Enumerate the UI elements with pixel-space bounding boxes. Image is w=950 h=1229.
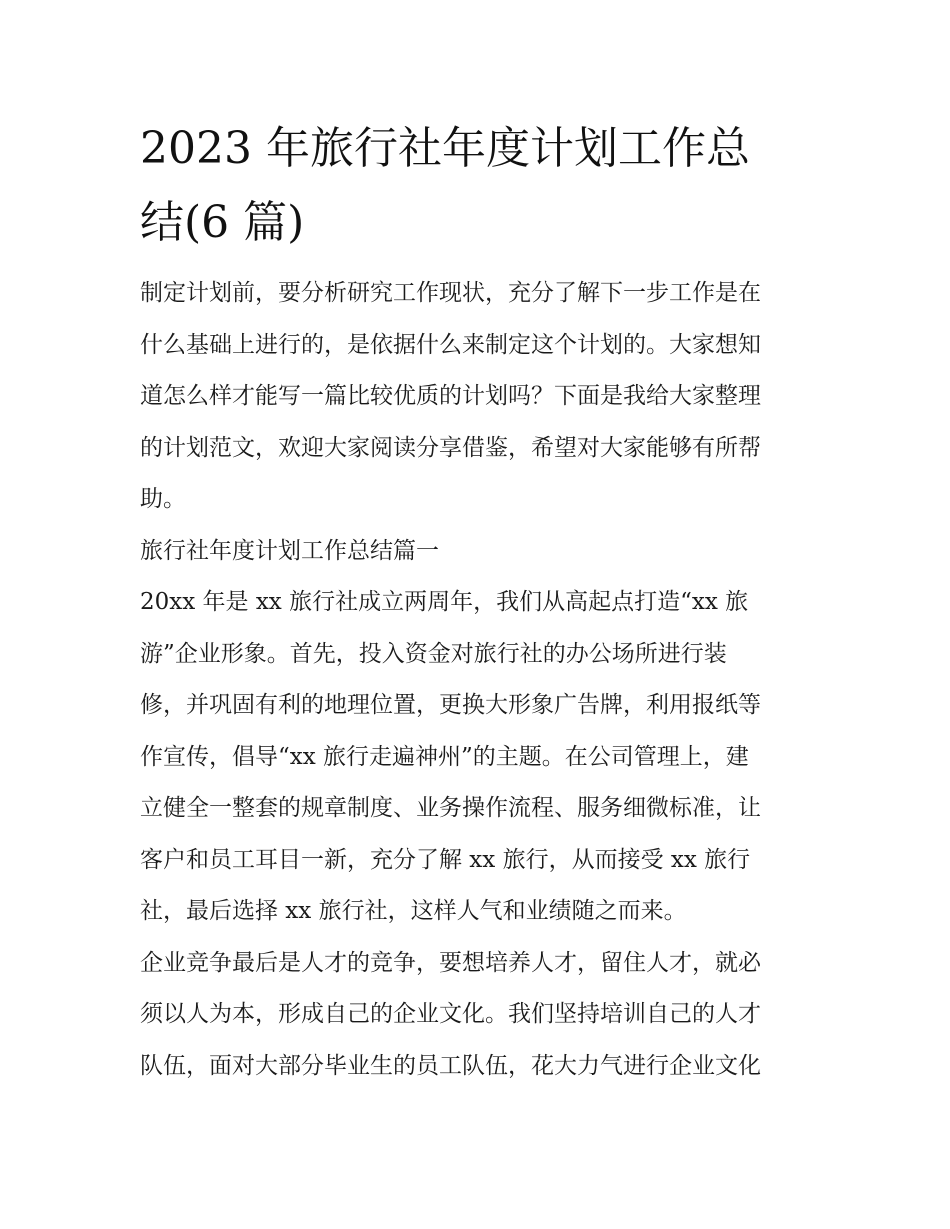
paragraph-line: 队伍，面对大部分毕业生的员工队伍，花大力气进行企业文化 <box>140 1052 761 1079</box>
body-paragraph-1 <box>140 577 812 938</box>
paragraph-line: 立健全一整套的规章制度、业务操作流程、服务细微标准，让 <box>140 795 761 821</box>
intro-paragraph <box>140 268 812 526</box>
paragraph-line: 作宣传，倡导“xx 旅行走遍神州”的主题。在公司管理上，建 <box>140 743 749 770</box>
paragraph-line: 企业竞争最后是人才的竞争，要想培养人才，留住人才，就必 <box>140 949 761 976</box>
document-title <box>140 112 812 260</box>
paragraph-line: 客户和员工耳目一新，充分了解 xx 旅行，从而接受 xx 旅行 <box>140 846 751 873</box>
body-paragraph-2 <box>140 938 812 1093</box>
paragraph-line: 修，并巩固有利的地理位置，更换大形象广告牌，利用报纸等 <box>140 692 761 718</box>
intro-line: 制定计划前，要分析研究工作现状，充分了解下一步工作是在 <box>140 280 761 306</box>
section-heading: 旅行社年度计划工作总结篇一 <box>140 537 439 564</box>
intro-line: 助。 <box>140 486 186 512</box>
paragraph-line: 20xx 年是 xx 旅行社成立两周年，我们从高起点打造“xx 旅 <box>140 589 749 615</box>
document-content <box>140 112 812 1092</box>
title-line-1: 2023 年旅行社年度计划工作总 <box>140 123 750 174</box>
paragraph-line: 须以人为本，形成自己的企业文化。我们坚持培训自己的人才 <box>140 1001 761 1027</box>
intro-line: 什么基础上进行的，是依据什么来制定这个计划的。大家想知 <box>140 331 761 358</box>
intro-line: 的计划范文，欢迎大家阅读分享借鉴，希望对大家能够有所帮 <box>140 434 761 461</box>
title-line-2: 结(6 篇) <box>140 197 305 248</box>
paragraph-line: 社，最后选择 xx 旅行社，这样人气和业绩随之而来。 <box>140 898 687 924</box>
intro-line: 道怎么样才能写一篇比较优质的计划吗？下面是我给大家整理 <box>140 383 761 409</box>
paragraph-line: 游”企业形象。首先，投入资金对旅行社的办公场所进行装 <box>140 640 727 667</box>
